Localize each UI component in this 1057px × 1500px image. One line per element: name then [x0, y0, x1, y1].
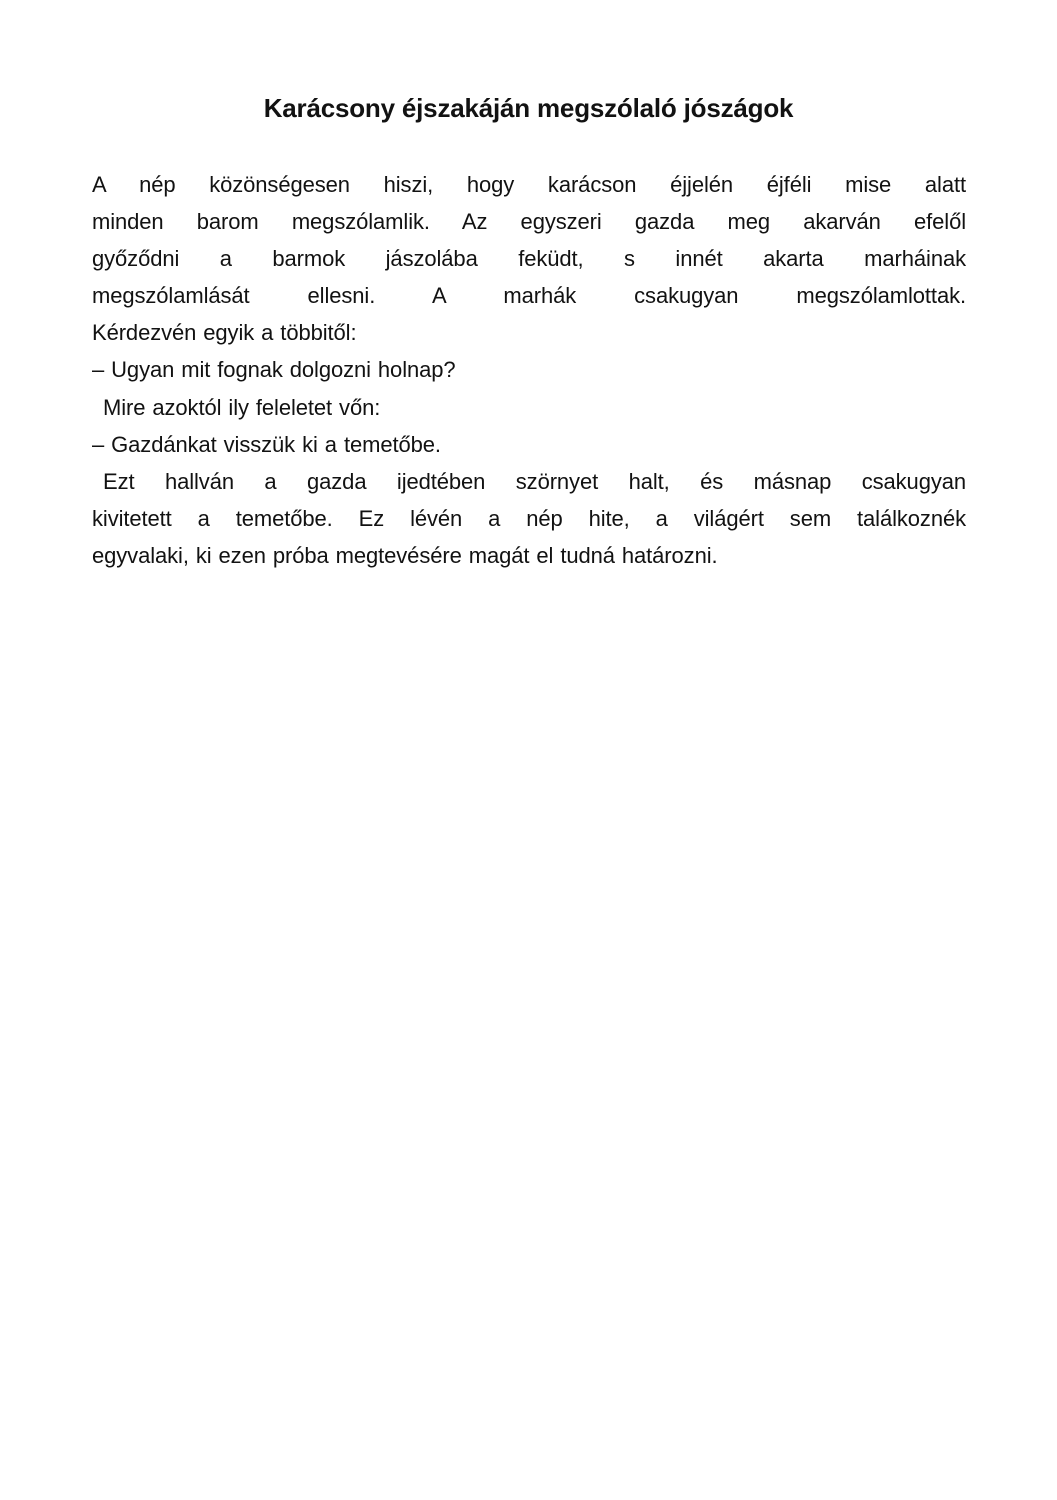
text-line: megszólamlását ellesni. A marhák csakugyan megszólamlottak.	[92, 283, 966, 309]
text-line: Ezt hallván a gazda ijedtében szörnyet halt, és másnap csakugyan	[103, 468, 966, 494]
text-line: minden barom megszólamlik. Az egyszeri gazda meg akarván efelől	[92, 209, 966, 235]
text-line: Kérdezvén egyik a többitől:	[92, 320, 357, 346]
text-line: győződni a barmok jászolába feküdt, s innét akarta marháinak	[92, 246, 966, 272]
text-line: kivitetett a temetőbe. Ez lévén a nép hite, a világért sem találkoznék	[92, 505, 966, 531]
text-line: A nép közönségesen hiszi, hogy karácson éjjelén éjféli mise alatt	[92, 172, 966, 197]
text-line-dialogue: – Gazdánkat visszük ki a temetőbe.	[92, 431, 441, 457]
document-title: Karácsony éjszakáján megszólaló jószágok	[263, 93, 794, 123]
text-line: Mire azoktól ily feleletet vőn:	[103, 394, 381, 420]
document-body	[92, 166, 966, 574]
text-line-dialogue: – Ugyan mit fognak dolgozni holnap?	[92, 357, 456, 383]
text-line: egyvalaki, ki ezen próba megtevésére magát el tudná határozni.	[92, 542, 718, 568]
